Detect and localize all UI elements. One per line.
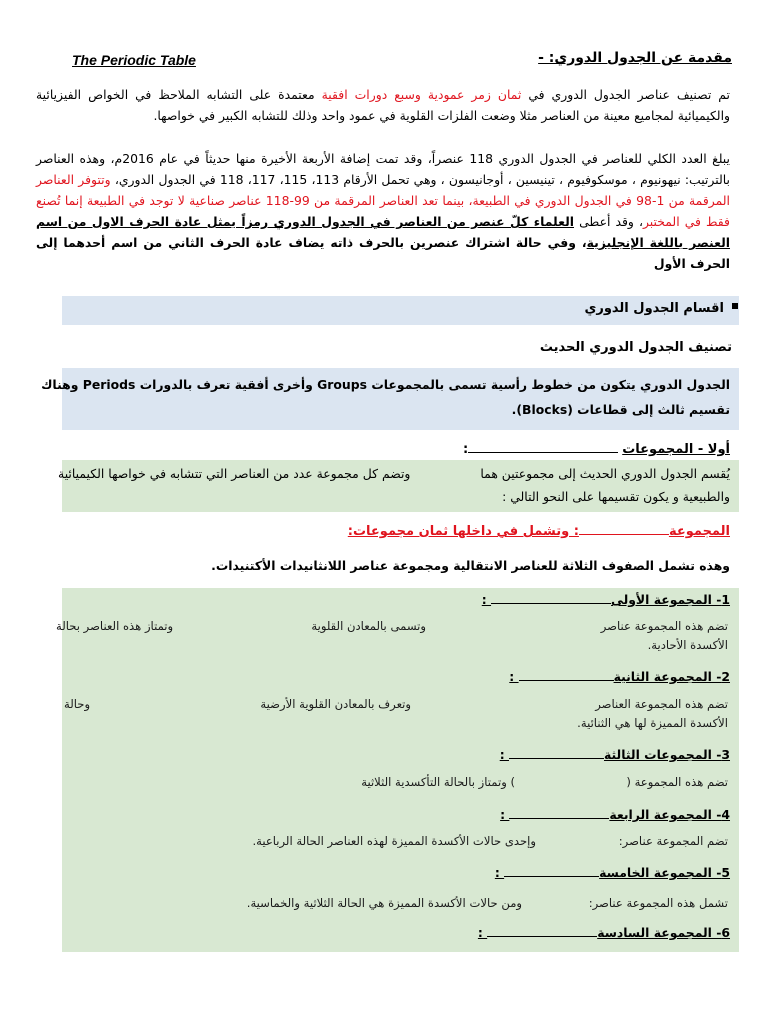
rows-note: وهذه تشمل الصفوف الثلاثة للعناصر الانتقالية ومجموعة عناصر اللانثانيدات الأكتنيدات. [211,558,730,573]
group-4-desc-mid: وإحدى حالات الأكسدة المميزة لهذه العناصر الحالة الرباعية. [252,834,536,848]
count-red-text: وتتوفر العناصر المرقمة من 1-98 في الجدول الدوري في الطبيعة، بينما تعد العناصر المرقمة من 99-118 عناصر صناعية لا توجد في الطبيعة إنما تُصنع فقط في المختبر [36,172,730,229]
group-2-desc-left: وحالة [64,697,91,711]
group-1-title: 1- المجموعة الأولى : [481,592,730,607]
division-text [40,462,730,508]
group-4-title-text: 4- المجموعة الرابعة [609,807,730,822]
intro-paragraph [36,84,730,126]
group-line-label: المجموعة [668,524,730,539]
division-text-1: يُقسم الجدول الدوري الحديث إلى مجموعتين هما [480,466,730,481]
group-5-desc-right: تشمل هذه المجموعة عناصر: [588,896,728,910]
modern-intro-text: الجدول الدوري يتكون من خطوط رأسية تسمى بالمجموعات Groups وأخرى أفقية تعرف بالدورات Periods وهناك تقسيم ثالث إلى قطاعات (Blocks). [41,377,730,417]
group-3-title-text: 3- المجموعات الثالثة [603,747,730,762]
group-1-desc-mid: وتسمى بالمعادن القلوية [311,619,426,633]
count-text-2: ، وقد أعطى [574,214,643,229]
group-2-desc-right2: الأكسدة المميزة لها هي الثنائية. [577,716,728,730]
groups-heading-blank [468,438,618,453]
group-1-desc-left: وتمتاز هذه العناصر بحالة [56,619,174,633]
group-4-title: 4- المجموعة الرابعة : [500,807,730,822]
count-bold-tail: ، وفي حالة اشتراك عنصرين بالحرف ذاته يضاف عادة الحرف الثاني من اسم أحدهما إلى الحرف الأول [36,235,730,271]
sections-title: اقسام الجدول الدوري [584,301,724,316]
group-3-desc-right: تضم هذه المجموعة ( [626,775,728,789]
intro-text-1: تم تصنيف عناصر الجدول الدوري في [521,87,730,102]
group-4-desc-right: تضم المجموعة عناصر: [618,834,728,848]
intro-text-2: معتمدة على التشابه الملاحظ في الخواص الفيزيائية والكيميائية لمجاميع معينة من العناصر مثلا وضعت الفلزات القلوية في عمود واحد وذلك للتشابه الكبير في خواصها. [36,87,730,123]
count-text-1: يبلغ العدد الكلي للعناصر في الجدول الدوري 118 عنصراً، وقد تمت إضافة الأربعة الأخيرة منها حديثاً في عام 2016م، وهذه العناصر بالترتيب: نيهونيوم ، موسكوفيوم ، تينيسين ، أوجانيسون ، وهي تحمل الأرقام 113، 115، 117، 118 في الجدول الدوري، [36,151,730,187]
group-1-desc-right: تضم هذه المجموعة عناصر [600,619,728,633]
group-6-title: 6- المجموعة السادسة : [477,925,730,940]
groups-heading [463,438,730,457]
group-2-title: 2- المجموعة الثانية : [509,669,730,684]
group-3-title: 3- المجموعات الثالثة : [499,747,730,762]
english-title: The Periodic Table [72,52,196,68]
group-5-desc-mid: ومن حالات الأكسدة المميزة هي الحالة الثلاثية والخماسية. [246,896,522,910]
groups-heading-colon: : [463,442,469,457]
group-5-title-text: 5- المجموعة الخامسة [599,865,730,880]
group-2-desc-mid: وتعرف بالمعادن القلوية الأرضية [260,697,411,711]
elements-count-paragraph [36,148,730,274]
intro-highlight: ثمان زمر عمودية وسبع دورات افقية [321,87,522,102]
modern-classification-title: تصنيف الجدول الدوري الحديث [539,340,732,355]
group-2-title-text: 2- المجموعة الثانية [613,669,730,684]
group-1-desc-right2: الأكسدة الأحادية. [647,638,728,652]
groups-heading-label: أولا - المجموعات [622,442,730,457]
group-1-title-text: 1- المجموعة الأولى [611,592,730,607]
count-bold-underlined: العلماء كلّ عنصر من العناصر في الجدول الدوري رمزاً يمثل عادة الحرف الاول من اسم العنصر باللغة الإنجليزية [36,214,730,250]
division-text-2: وتضم كل مجموعة عدد من العناصر التي تتشابه في خواصها الكيميائية والطبيعية و يكون تقسيمها على النحو التالي : [58,466,730,504]
group-line-rest: : وتشمل في داخلها ثمان مجموعات: [347,524,579,539]
group-line [348,520,730,539]
arabic-title: مقدمة عن الجدول الدوري: - [538,50,732,66]
group-5-title: 5- المجموعة الخامسة : [494,865,730,880]
group-6-title-text: 6- المجموعة السادسة [597,925,730,940]
group-2-desc-right: تضم هذه المجموعة العناصر [595,697,728,711]
group-3-desc-mid: ) وتمتاز بالحالة التأكسدية الثلاثية [361,775,515,789]
bullet-icon [732,303,738,309]
